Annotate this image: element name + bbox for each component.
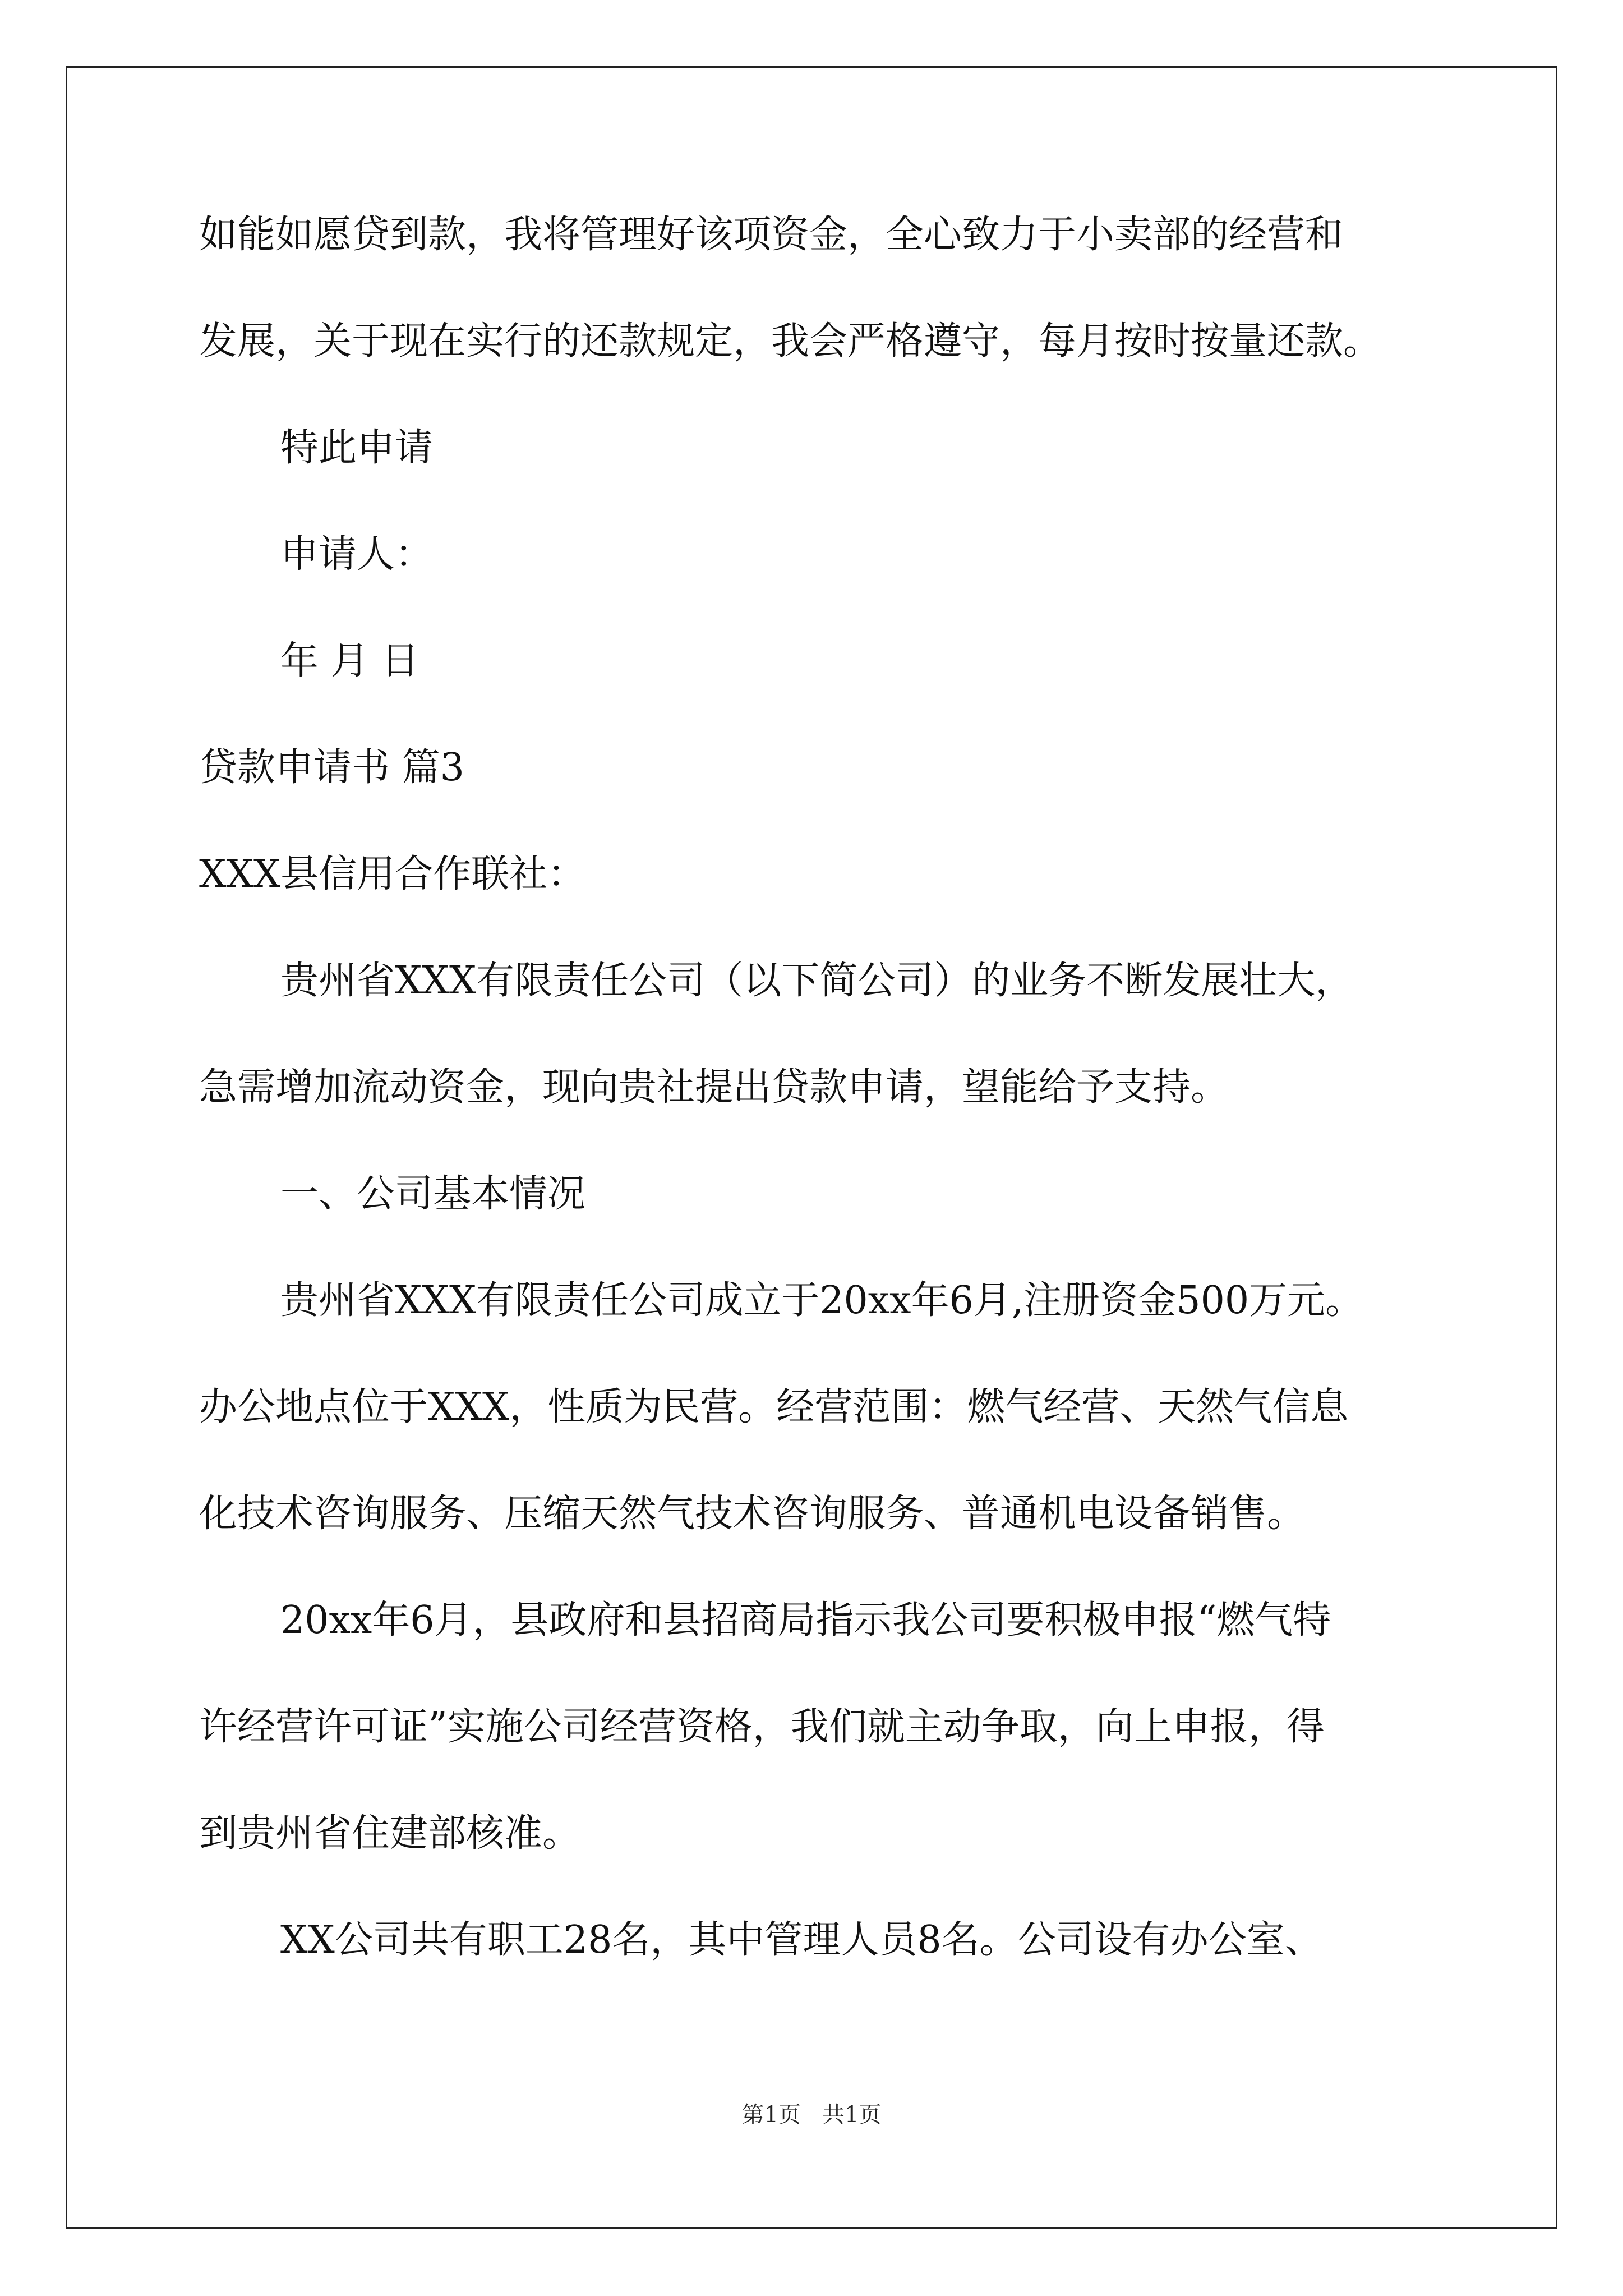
text-line: 年 月 日 <box>280 639 419 683</box>
text-line: 化技术咨询服务、压缩天然气技术咨询服务、普通机电设备销售。 <box>199 1492 1306 1536</box>
text-line: 特此申请 <box>280 426 434 470</box>
text-line: 一、公司基本情况 <box>280 1172 586 1216</box>
text-line: 许经营许可证”实施公司经营资格，我们就主动争取，向上申报，得 <box>199 1705 1325 1749</box>
text-line: 20xx年6月，县政府和县招商局指示我公司要积极申报“燃气特 <box>280 1598 1331 1642</box>
text-line: 贵州省XXX有限责任公司成立于20xx年6月,注册资金500万元。 <box>280 1278 1364 1323</box>
page-number: 第1页 共1页 <box>741 2102 882 2128</box>
text-line: 办公地点位于XXX，性质为民营。经营范围：燃气经营、天然气信息 <box>199 1385 1349 1429</box>
text-line: 如能如愿贷到款，我将管理好该项资金，全心致力于小卖部的经营和 <box>199 213 1344 257</box>
page-footer <box>0 2097 1623 2129</box>
text-line: 贷款申请书 篇3 <box>199 746 464 790</box>
text-line: XX公司共有职工28名，其中管理人员8名。公司设有办公室、 <box>280 1918 1323 1962</box>
text-line: 贵州省XXX有限责任公司（以下简公司）的业务不断发展壮大， <box>280 959 1354 1003</box>
text-line: 发展，关于现在实行的还款规定，我会严格遵守，每月按时按量还款。 <box>199 319 1382 364</box>
document-body <box>199 203 1455 2015</box>
text-line: 申请人： <box>280 532 434 577</box>
text-line: 急需增加流动资金，现向贵社提出贷款申请，望能给予支持。 <box>199 1065 1229 1110</box>
text-line: XXX县信用合作联社： <box>199 852 586 896</box>
text-line: 到贵州省住建部核准。 <box>199 1811 581 1856</box>
